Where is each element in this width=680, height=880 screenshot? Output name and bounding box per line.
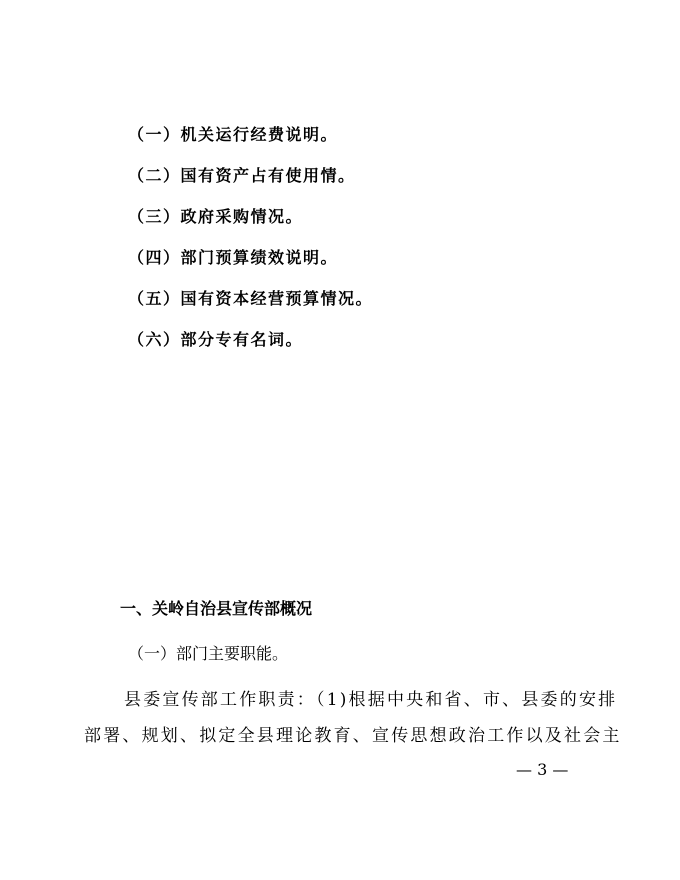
toc-item-6: （六）部分专有名词。 (128, 330, 304, 349)
section-heading: 一、关岭自治县宣传部概况 (120, 599, 313, 618)
paragraph-line-2: 部署、规划、拟定全县理论教育、宣传思想政治工作以及社会主 (84, 726, 622, 746)
toc-item-5: （五）国有资本经营预算情况。 (128, 289, 374, 308)
page-number: — 3 — (516, 760, 569, 779)
paragraph-line-1: 县委宣传部工作职责：（1)根据中央和省、市、县委的安排 (124, 690, 618, 710)
toc-item-4: （四）部门预算绩效说明。 (128, 248, 339, 267)
toc-item-1: （一）机关运行经费说明。 (128, 125, 339, 144)
toc-item-3: （三）政府采购情况。 (128, 207, 304, 226)
subsection-heading: （一）部门主要职能。 (128, 644, 289, 663)
toc-item-2: （二）国有资产占有使用情。 (128, 166, 356, 185)
